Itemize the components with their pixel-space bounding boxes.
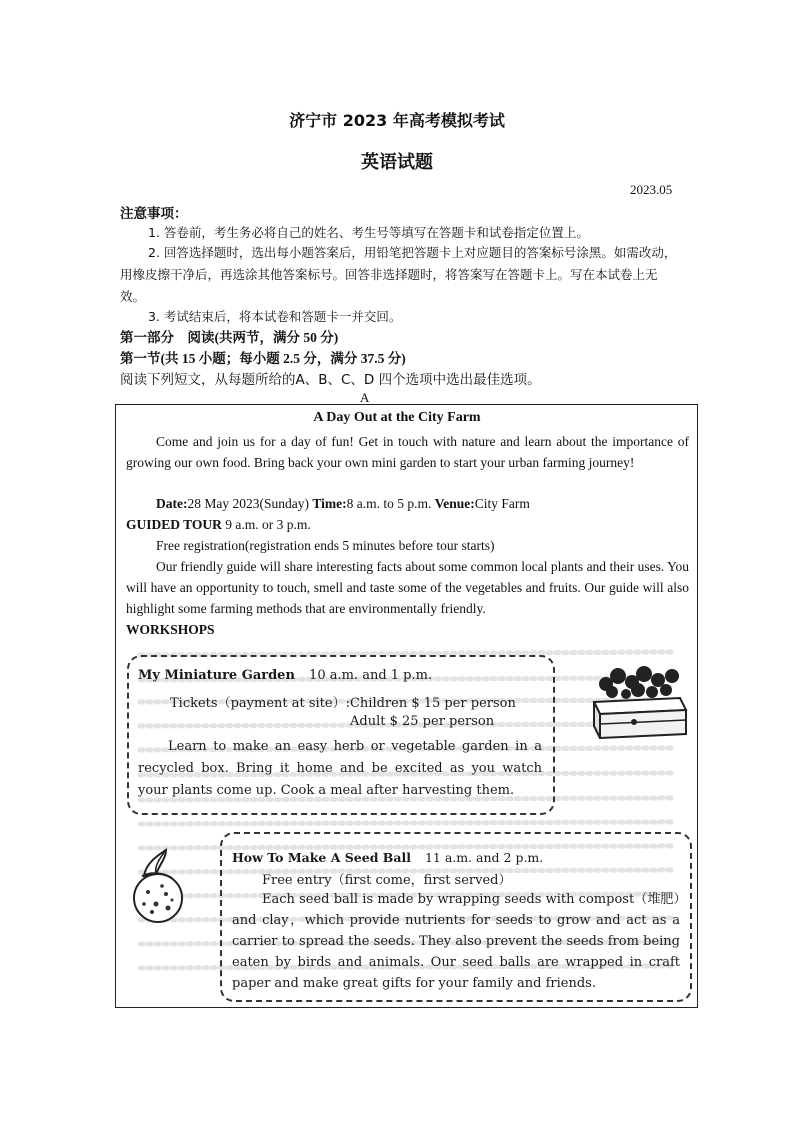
guided-tour-line [126, 514, 689, 535]
passage-letter: A [360, 390, 370, 405]
date-label: Date: [156, 496, 188, 511]
workshop1-tickets: Tickets（payment at site）:Children $ 15 per person [170, 696, 516, 711]
workshop1-time: 10 a.m. and 1 p.m. [309, 668, 433, 683]
workshop2-entry: Free entry（first come，first served） [262, 873, 512, 888]
date-value: 28 May 2023(Sunday) [187, 496, 309, 511]
workshop2-header [232, 850, 543, 865]
part-heading: 第一部分 阅读(共两节，满分 50 分) [120, 330, 339, 345]
workshop1-name: My Miniature Garden [138, 668, 295, 683]
section-heading: 第一节(共 15 小题；每小题 2.5 分，满分 37.5 分) [120, 351, 406, 366]
workshop1-header [138, 668, 432, 683]
note-item-2: 2. 回答选择题时，选出每小题答案后，用铅笔把答题卡上对应题目的答案标号涂黑。如需改动，用橡皮擦干净后，再选涂其他答案标号。回答非选择题时，将答案写在答题卡上。写在本试卷上无效。 [120, 245, 677, 304]
registration-text: Free registration(registration ends 5 minutes before tour starts) [156, 538, 495, 553]
exam-subject: 英语试题 [361, 152, 433, 173]
exam-title: 济宁市 2023 年高考模拟考试 [289, 111, 505, 130]
note-item-1: 1. 答卷前，考生务必将自己的姓名、考生号等填写在答题卡和试卷指定位置上。 [148, 225, 589, 240]
workshop2-time: 11 a.m. and 2 p.m. [424, 850, 544, 865]
instruction-text: 阅读下列短文，从每题所给的A、B、C、D 四个选项中选出最佳选项。 [120, 372, 541, 388]
event-details [156, 493, 689, 514]
venue-label: Venue: [434, 496, 475, 511]
garden-box-illustration [588, 662, 692, 742]
notes-heading: 注意事项： [120, 206, 188, 222]
seed-ball-illustration [126, 846, 190, 926]
note-item-3: 3. 考试结束后，将本试卷和答题卡一并交回。 [148, 309, 402, 324]
guide-description: Our friendly guide will share interesting facts about some common local plants and their uses. You will have an opportunity to touch, smell and taste some of the vegetables and fruits. Our guide will also highlight some farming methods that are environmentally friendly. [126, 559, 689, 616]
workshop1-adult-price: Adult $ 25 per person [350, 714, 495, 729]
workshops-heading: WORKSHOPS [126, 622, 215, 637]
exam-date: 2023.05 [630, 182, 673, 197]
guided-tour-time: 9 a.m. or 3 p.m. [225, 517, 311, 532]
passage-title: A Day Out at the City Farm [313, 410, 481, 425]
workshop2-name: How To Make A Seed Ball [232, 850, 411, 865]
venue-value: City Farm [474, 496, 530, 511]
passage-intro: Come and join us for a day of fun! Get in touch with nature and learn about the importance of growing our own food. Bring back your own mini garden to start your urban farming journey! [126, 434, 689, 470]
time-label: Time: [312, 496, 347, 511]
time-value: 8 a.m. to 5 p.m. [346, 496, 432, 511]
guided-tour-label: GUIDED TOUR [126, 517, 222, 532]
workshop1-description: Learn to make an easy herb or vegetable garden in a recycled box. Bring it home and be excited as you watch your plants come up. Cook a meal after harvesting them. [138, 739, 542, 798]
workshop2-description: Each seed ball is made by wrapping seeds with compost（堆肥）and clay，which provide nutrients for seeds to grow and act as a carrier to spread the seeds. They also prevent the seeds from being eaten by birds and animals. Our seed balls are wrapped in craft paper and make great gifts for your family and friends. [232, 892, 680, 991]
